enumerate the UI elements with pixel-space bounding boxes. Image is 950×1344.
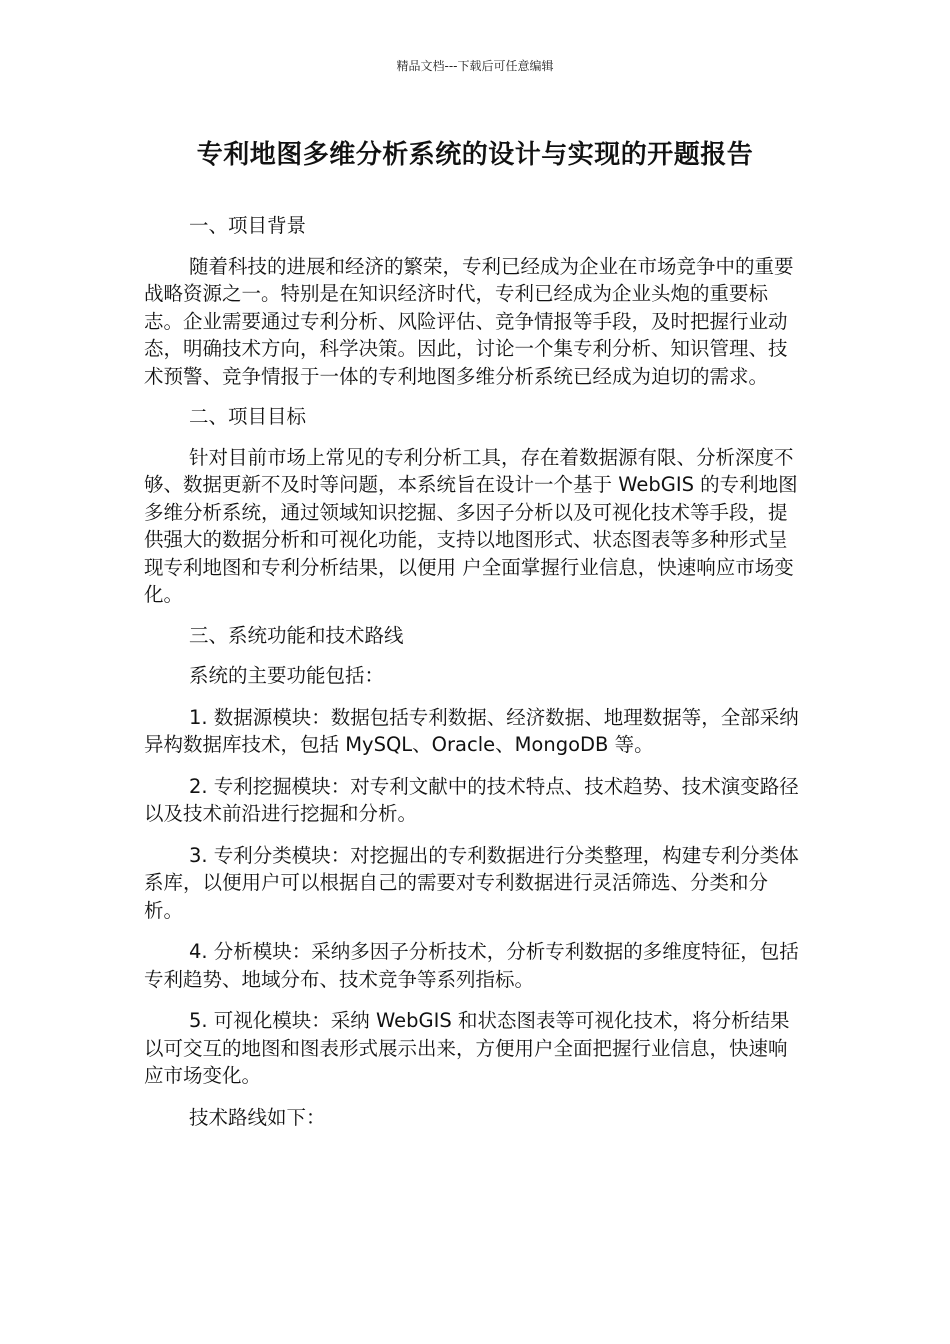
list-item-visualization-module: 5. 可视化模块：采纳 WebGIS 和状态图表等可视化技术，将分析结果以可交互的地图和图表形式展示出来，方便用户全面把握行业信息，快速响应市场变化。 [144,1009,790,1087]
paragraph-goals: 针对目前市场上常见的专利分析工具，存在着数据源有限、分析深度不够、数据更新不及时等问题，本系统旨在设计一个基于 WebGIS 的专利地图多维分析系统，通过领域知识挖掘、多因子分析以及可视化技术等手段，提供强大的数据分析和可视化功能，支持以地图形式、状态图表等多种形式呈现专利地图和专利分析结果，以便用 户全面掌握行业信息，快速响应市场变化。 [144,445,798,606]
paragraph-background: 随着科技的进展和经济的繁荣，专利已经成为企业在市场竞争中的重要战略资源之一。特别是在知识经济时代，专利已经成为企业头炮的重要标志。企业需要通过专利分析、风险评估、竞争情报等手段，及时把握行业动态，明确技术方向，科学决策。因此，讨论一个集专利分析、知识管理、技术预警、竞争情报于一体的专利地图多维分析系统已经成为迫切的需求。 [144,254,794,388]
document-title: 专利地图多维分析系统的设计与实现的开题报告 [196,140,754,170]
section-heading-functions: 三、系统功能和技术路线 [189,623,404,647]
section-heading-background: 一、项目背景 [189,214,307,237]
list-item-data-source-module: 1. 数据源模块：数据包括专利数据、经济数据、地理数据等，全部采纳异构数据库技术，包括 MySQL、Oracle、MongoDB 等。 [144,705,799,756]
paragraph-technical-route: 技术路线如下： [189,1105,326,1129]
document-body [144,212,806,1131]
header-note: 精品文档---下载后可任意编辑 [396,59,554,73]
section-heading-goals: 二、项目目标 [189,405,307,428]
list-item-analysis-module: 4. 分析模块：采纳多因子分析技术，分析专利数据的多维度特征，包括专利趋势、地域分布、技术竞争等系列指标。 [144,940,799,991]
list-item-patent-classification-module: 3. 专利分类模块：对挖掘出的专利数据进行分类整理，构建专利分类体系库，以便用户可以根据自己的需要对专利数据进行灵活筛选、分类和分析。 [144,843,799,922]
paragraph-functions-intro: 系统的主要功能包括： [189,664,385,687]
list-item-patent-mining-module: 2. 专利挖掘模块：对专利文献中的技术特点、技术趋势、技术演变路径以及技术前沿进行挖掘和分析。 [144,774,799,825]
